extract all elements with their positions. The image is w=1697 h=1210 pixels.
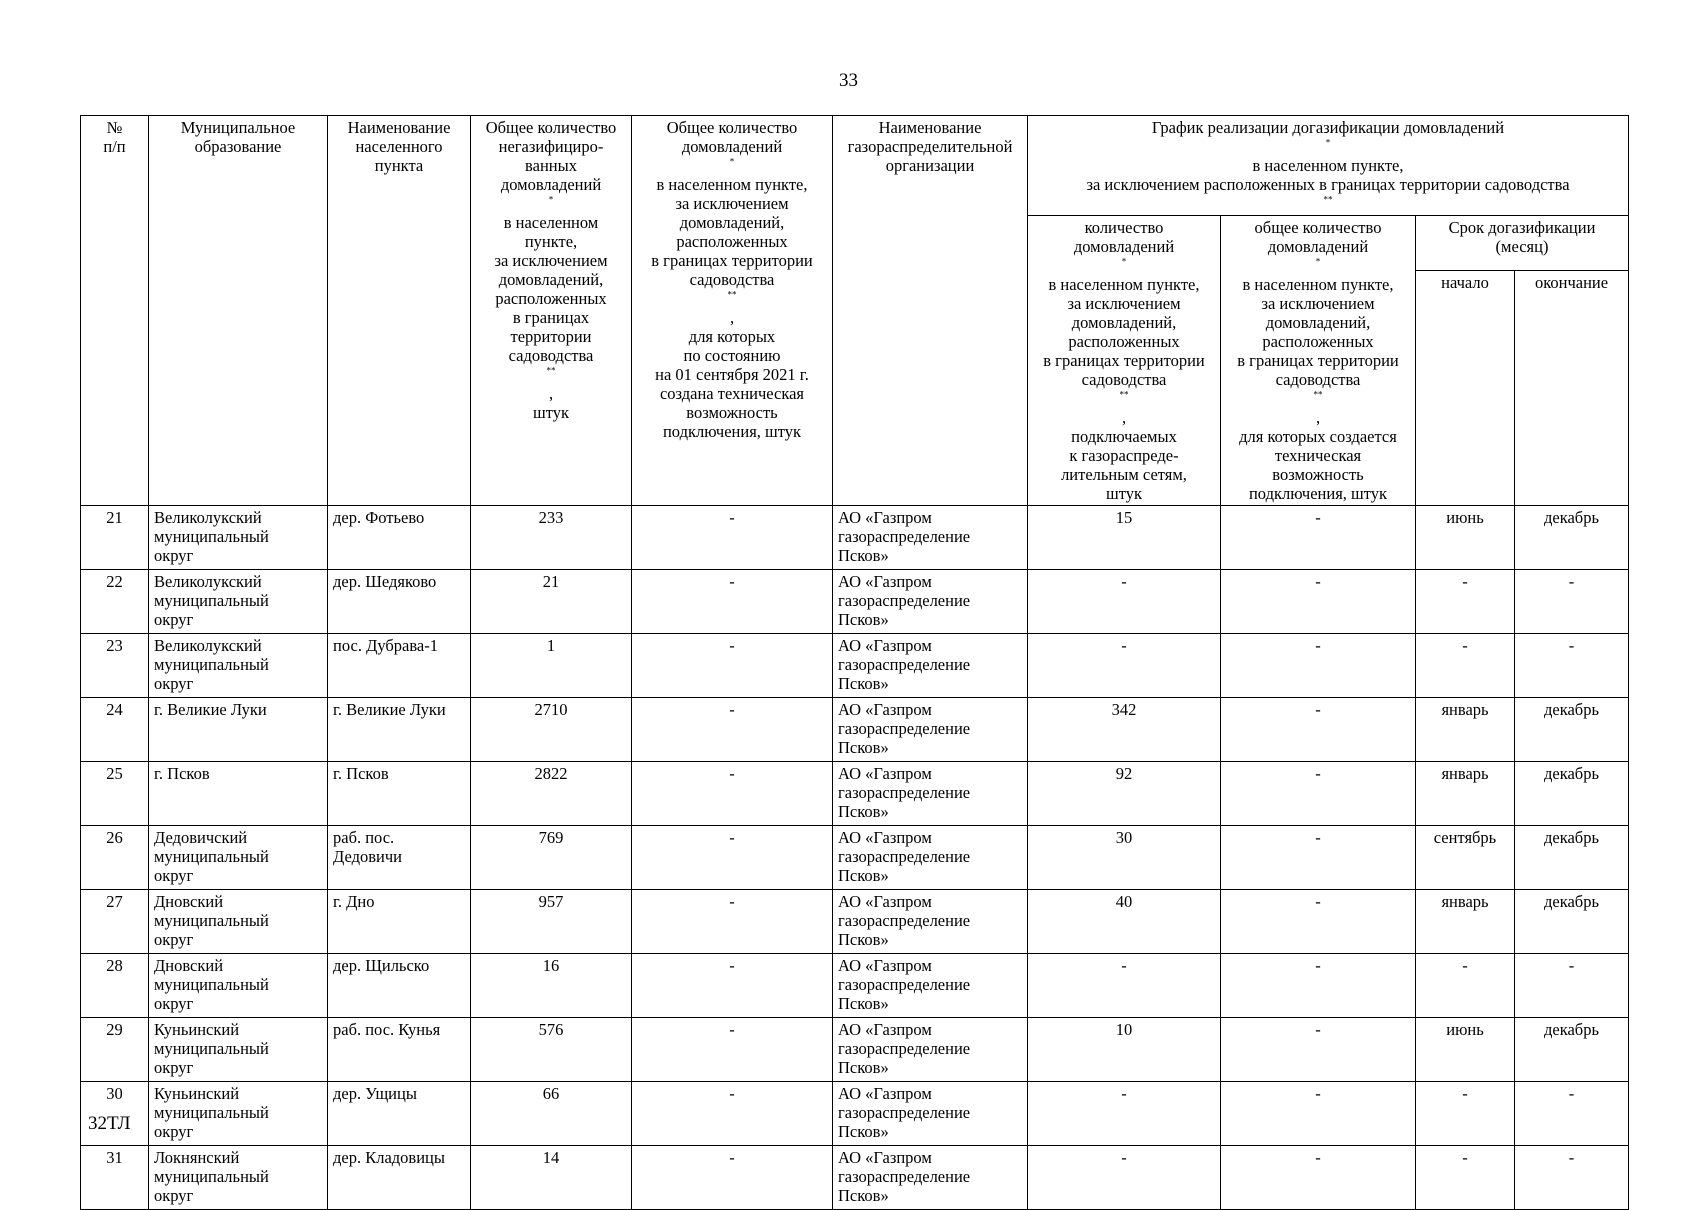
table-row [81,570,1629,634]
cell-tech-created: - [1221,954,1416,1018]
cell-num: 30 [81,1082,149,1146]
cell-municipality-line: г. Великие Луки [154,700,267,719]
cell-connected: 40 [1028,890,1221,954]
table-row [81,890,1629,954]
gasification-table [80,115,1629,1210]
cell-connected: - [1028,1146,1221,1210]
cell-gas-org-line: газораспределение [838,591,971,610]
cell-connected: - [1028,1082,1221,1146]
cell-connected: 92 [1028,762,1221,826]
cell-settlement-line: Дедовичи [333,847,402,866]
cell-municipality-line: муниципальный [154,655,269,674]
cell-gas-org-line: газораспределение [838,527,971,546]
cell-end: декабрь [1515,890,1629,954]
cell-settlement-line: дер. Ущицы [333,1084,417,1103]
cell-gas-org-line: АО «Газпром [838,828,932,847]
cell-total: 233 [471,506,632,570]
cell-num: 26 [81,826,149,890]
cell-tech-possible: - [632,1082,833,1146]
cell-total: 21 [471,570,632,634]
table-row [81,1018,1629,1082]
cell-municipality-line: муниципальный [154,527,269,546]
cell-start: - [1416,634,1515,698]
cell-start: январь [1416,698,1515,762]
cell-end: - [1515,954,1629,1018]
cell-num: 29 [81,1018,149,1082]
cell-gas-org-line: АО «Газпром [838,1084,932,1103]
cell-municipality-line: округ [154,610,194,629]
cell-municipality [149,826,328,890]
cell-municipality-line: округ [154,930,194,949]
cell-municipality-line: Дедовичский [154,828,248,847]
cell-end: декабрь [1515,762,1629,826]
cell-gas-org [833,762,1028,826]
cell-settlement-line: раб. пос. [333,828,395,847]
cell-settlement [328,1082,471,1146]
cell-gas-org-line: Псков» [838,610,889,629]
cell-gas-org-line: АО «Газпром [838,1148,932,1167]
cell-tech-created: - [1221,634,1416,698]
cell-municipality [149,1082,328,1146]
cell-connected: 30 [1028,826,1221,890]
cell-tech-possible: - [632,506,833,570]
cell-tech-created: - [1221,1082,1416,1146]
cell-connected: - [1028,570,1221,634]
cell-gas-org-line: Псков» [838,546,889,565]
cell-gas-org-line: Псков» [838,1186,889,1205]
cell-end: - [1515,1146,1629,1210]
cell-municipality [149,954,328,1018]
cell-municipality-line: округ [154,866,194,885]
cell-tech-created: - [1221,506,1416,570]
cell-total: 2822 [471,762,632,826]
cell-municipality-line: округ [154,674,194,693]
cell-municipality-line: округ [154,1058,194,1077]
cell-gas-org-line: газораспределение [838,847,971,866]
cell-gas-org-line: Псков» [838,738,889,757]
cell-end: декабрь [1515,506,1629,570]
cell-num: 31 [81,1146,149,1210]
cell-settlement [328,570,471,634]
cell-settlement [328,762,471,826]
cell-end: декабрь [1515,826,1629,890]
cell-settlement [328,698,471,762]
cell-municipality [149,890,328,954]
header-num: № п/п [81,116,149,506]
cell-end: - [1515,1082,1629,1146]
cell-gas-org-line: АО «Газпром [838,508,932,527]
cell-start: - [1416,1082,1515,1146]
cell-settlement [328,506,471,570]
cell-gas-org-line: АО «Газпром [838,1020,932,1039]
cell-settlement-line: г. Великие Луки [333,700,446,719]
cell-end: декабрь [1515,698,1629,762]
table-row [81,826,1629,890]
cell-gas-org [833,1082,1028,1146]
cell-settlement [328,826,471,890]
cell-municipality-line: муниципальный [154,591,269,610]
cell-gas-org [833,954,1028,1018]
cell-gas-org-line: АО «Газпром [838,956,932,975]
cell-tech-created: - [1221,1018,1416,1082]
cell-municipality [149,506,328,570]
cell-gas-org-line: Псков» [838,1058,889,1077]
table-row [81,634,1629,698]
header-deadline: Срок догазификации (месяц) [1416,216,1629,271]
cell-settlement-line: дер. Кладовицы [333,1148,445,1167]
cell-municipality-line: муниципальный [154,975,269,994]
cell-num: 23 [81,634,149,698]
cell-tech-created: - [1221,570,1416,634]
cell-gas-org [833,698,1028,762]
cell-gas-org [833,1018,1028,1082]
cell-gas-org-line: АО «Газпром [838,700,932,719]
cell-settlement-line: дер. Щильско [333,956,430,975]
cell-tech-created: - [1221,826,1416,890]
cell-settlement-line: пос. Дубрава-1 [333,636,438,655]
cell-gas-org-line: газораспределение [838,719,971,738]
cell-start: июнь [1416,1018,1515,1082]
cell-municipality-line: Дновский [154,956,224,975]
cell-tech-possible: - [632,762,833,826]
cell-connected: 342 [1028,698,1221,762]
cell-tech-created: - [1221,698,1416,762]
cell-total: 957 [471,890,632,954]
header-settlement: Наименование населенного пункта [328,116,471,506]
cell-total: 2710 [471,698,632,762]
cell-gas-org [833,570,1028,634]
cell-gas-org-line: Псков» [838,930,889,949]
cell-municipality [149,762,328,826]
cell-gas-org-line: Псков» [838,802,889,821]
cell-municipality-line: Локнянский [154,1148,240,1167]
cell-settlement [328,1018,471,1082]
cell-municipality-line: муниципальный [154,1167,269,1186]
header-tech-created-count: общее количество домовладений * в населенном пункте, за исключением домовладений, расположенных в границах территории садоводства ** , для которых создается техническая возможность подключения, штук [1221,216,1416,506]
cell-gas-org-line: газораспределение [838,1103,971,1122]
cell-tech-possible: - [632,1018,833,1082]
page-number: 33 [839,70,858,91]
cell-connected: 15 [1028,506,1221,570]
cell-total: 14 [471,1146,632,1210]
cell-municipality-line: г. Псков [154,764,210,783]
cell-municipality-line: муниципальный [154,1039,269,1058]
cell-gas-org-line: газораспределение [838,783,971,802]
cell-settlement-line: раб. пос. Кунья [333,1020,441,1039]
table-row [81,1082,1629,1146]
cell-end: - [1515,570,1629,634]
cell-municipality [149,1018,328,1082]
cell-num: 22 [81,570,149,634]
cell-gas-org-line: Псков» [838,994,889,1013]
cell-start: январь [1416,890,1515,954]
cell-municipality-line: Великолукский [154,636,262,655]
cell-tech-possible: - [632,1146,833,1210]
cell-settlement-line: г. Псков [333,764,389,783]
cell-settlement [328,954,471,1018]
cell-tech-possible: - [632,570,833,634]
cell-end: - [1515,634,1629,698]
cell-municipality-line: Великолукский [154,508,262,527]
cell-settlement [328,890,471,954]
cell-gas-org-line: АО «Газпром [838,636,932,655]
cell-gas-org-line: Псков» [838,866,889,885]
cell-municipality [149,570,328,634]
cell-municipality-line: округ [154,1186,194,1205]
cell-settlement-line: г. Дно [333,892,375,911]
cell-settlement-line: дер. Шедяково [333,572,437,591]
header-gas-org: Наименование газораспределительной организации [833,116,1028,506]
cell-num: 28 [81,954,149,1018]
table-row [81,762,1629,826]
table-row [81,506,1629,570]
cell-tech-possible: - [632,954,833,1018]
header-schedule: График реализации догазификации домовладений * в населенном пункте, за исключением расположенных в границах территории садоводства ** [1028,116,1629,216]
cell-gas-org-line: газораспределение [838,975,971,994]
cell-gas-org-line: АО «Газпром [838,764,932,783]
cell-gas-org-line: АО «Газпром [838,572,932,591]
cell-tech-possible: - [632,634,833,698]
cell-total: 1 [471,634,632,698]
cell-gas-org-line: АО «Газпром [838,892,932,911]
cell-gas-org [833,890,1028,954]
cell-gas-org [833,826,1028,890]
cell-start: январь [1416,762,1515,826]
footer-code: 32ТЛ [88,1113,131,1134]
cell-municipality [149,698,328,762]
cell-municipality-line: муниципальный [154,911,269,930]
table-row [81,698,1629,762]
cell-gas-org [833,506,1028,570]
cell-end: декабрь [1515,1018,1629,1082]
cell-connected: 10 [1028,1018,1221,1082]
table-row [81,954,1629,1018]
cell-gas-org-line: газораспределение [838,1039,971,1058]
cell-gas-org-line: газораспределение [838,911,971,930]
cell-gas-org-line: Псков» [838,1122,889,1141]
cell-municipality-line: Великолукский [154,572,262,591]
cell-num: 25 [81,762,149,826]
cell-gas-org-line: Псков» [838,674,889,693]
table-body [81,506,1629,1210]
cell-municipality-line: муниципальный [154,847,269,866]
cell-tech-created: - [1221,762,1416,826]
cell-connected: - [1028,954,1221,1018]
cell-start: - [1416,570,1515,634]
cell-municipality-line: Куньинский [154,1020,240,1039]
cell-settlement [328,634,471,698]
header-total-tech-possible: Общее количество домовладений * в населенном пункте, за исключением домовладений, расположенных в границах территории садоводства ** , для которых по состоянию на 01 сентября 2021 г. создана техническая возможность подключения, штук [632,116,833,506]
cell-total: 66 [471,1082,632,1146]
cell-municipality-line: округ [154,1122,194,1141]
header-start: начало [1416,270,1515,505]
header-municipality: Муниципальное образование [149,116,328,506]
cell-municipality [149,634,328,698]
cell-start: - [1416,1146,1515,1210]
header-total-nongasified: Общее количество негазифициро- ванных домовладений * в населенном пункте, за исключением домовладений, расположенных в границах территории садоводства ** , штук [471,116,632,506]
cell-municipality-line: Дновский [154,892,224,911]
cell-num: 21 [81,506,149,570]
cell-total: 16 [471,954,632,1018]
cell-tech-created: - [1221,890,1416,954]
cell-municipality-line: Куньинский [154,1084,240,1103]
cell-num: 24 [81,698,149,762]
cell-start: сентябрь [1416,826,1515,890]
cell-total: 769 [471,826,632,890]
cell-gas-org-line: газораспределение [838,655,971,674]
cell-tech-possible: - [632,698,833,762]
cell-tech-created: - [1221,1146,1416,1210]
cell-num: 27 [81,890,149,954]
cell-total: 576 [471,1018,632,1082]
cell-municipality-line: муниципальный [154,1103,269,1122]
header-connected-count: количество домовладений * в населенном пункте, за исключением домовладений, расположенных в границах территории садоводства ** , подключаемых к газораспреде- лительным сетям, штук [1028,216,1221,506]
cell-tech-possible: - [632,826,833,890]
cell-gas-org [833,634,1028,698]
header-end: окончание [1515,270,1629,505]
cell-start: июнь [1416,506,1515,570]
cell-gas-org-line: газораспределение [838,1167,971,1186]
cell-start: - [1416,954,1515,1018]
cell-municipality-line: округ [154,546,194,565]
cell-connected: - [1028,634,1221,698]
cell-tech-possible: - [632,890,833,954]
cell-municipality-line: округ [154,994,194,1013]
cell-settlement-line: дер. Фотьево [333,508,425,527]
